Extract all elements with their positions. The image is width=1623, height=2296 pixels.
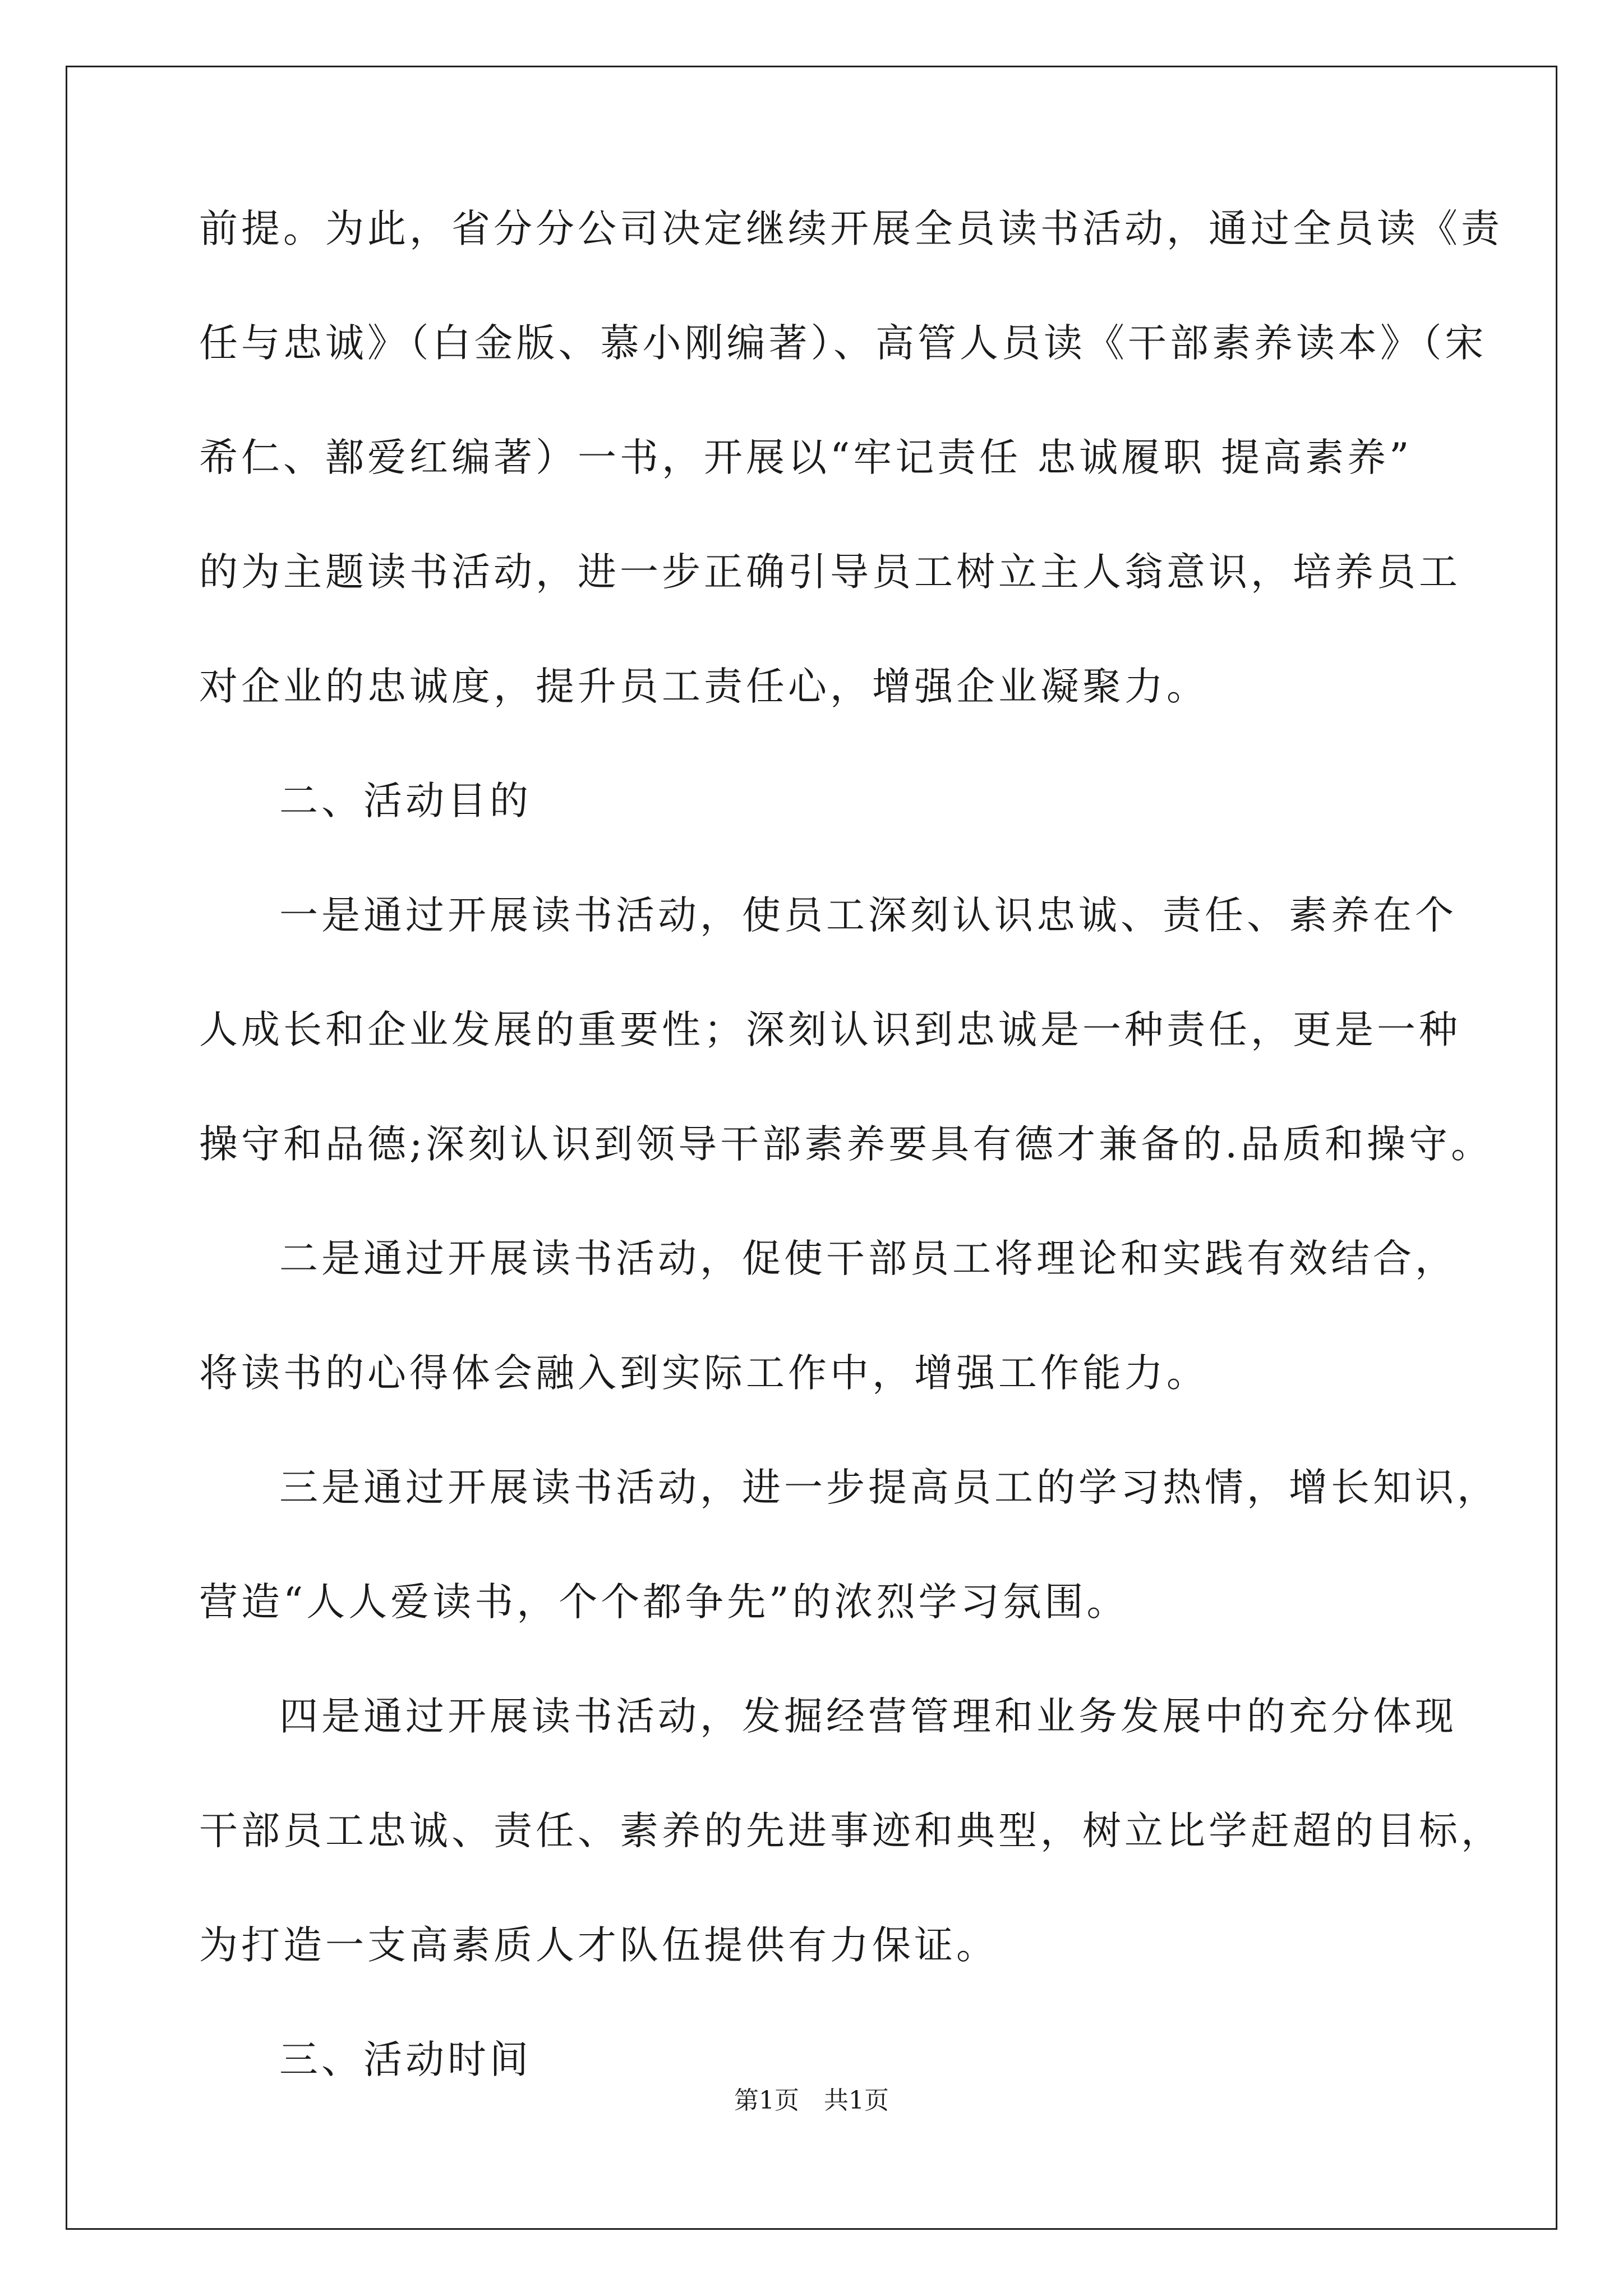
body-line-4: 的为主题读书活动，进一步正确引导员工树立主人翁意识，培养员工 [199, 550, 1461, 595]
body-line-9: 操守和品德;深刻认识到领导干部素养要具有德才兼备的.品质和操守。 [199, 1122, 1493, 1167]
section-heading-3: 三、活动时间 [279, 2037, 532, 2082]
body-line-14: 四是通过开展读书活动，发掘经营管理和业务发展中的充分体现 [279, 1694, 1457, 1739]
body-line-15: 干部员工忠诚、责任、素养的先进事迹和典型，树立比学赶超的目标， [199, 1809, 1503, 1853]
body-line-16: 为打造一支高素质人才队伍提供有力保证。 [199, 1923, 998, 1968]
body-line-5: 对企业的忠诚度，提升员工责任心，增强企业凝聚力。 [199, 664, 1209, 709]
body-line-10: 二是通过开展读书活动，促使干部员工将理论和实践有效结合， [279, 1236, 1457, 1281]
body-line-11: 将读书的心得体会融入到实际工作中，增强工作能力。 [199, 1351, 1209, 1396]
body-line-8: 人成长和企业发展的重要性；深刻认识到忠诚是一种责任，更是一种 [199, 1007, 1461, 1052]
page-footer: 第1页 共1页 [734, 2086, 889, 2115]
body-line-13: 营造“人人爱读书，个个都争先”的浓烈学习氛围。 [199, 1580, 1129, 1625]
body-line-2: 任与忠诚》（白金版、慕小刚编著）、高管人员读《干部素养读本》（宋 [199, 321, 1487, 366]
section-heading-2: 二、活动目的 [279, 779, 532, 823]
body-line-12: 三是通过开展读书活动，进一步提高员工的学习热情，增长知识， [279, 1465, 1499, 1510]
body-line-7: 一是通过开展读书活动，使员工深刻认识忠诚、责任、素养在个 [279, 893, 1457, 938]
body-line-1: 前提。为此，省分分公司决定继续开展全员读书活动，通过全员读《责 [199, 206, 1503, 251]
body-line-3: 希仁、鄯爱红编著）一书，开展以“牢记责任 忠诚履职 提高素养” [199, 435, 1413, 480]
